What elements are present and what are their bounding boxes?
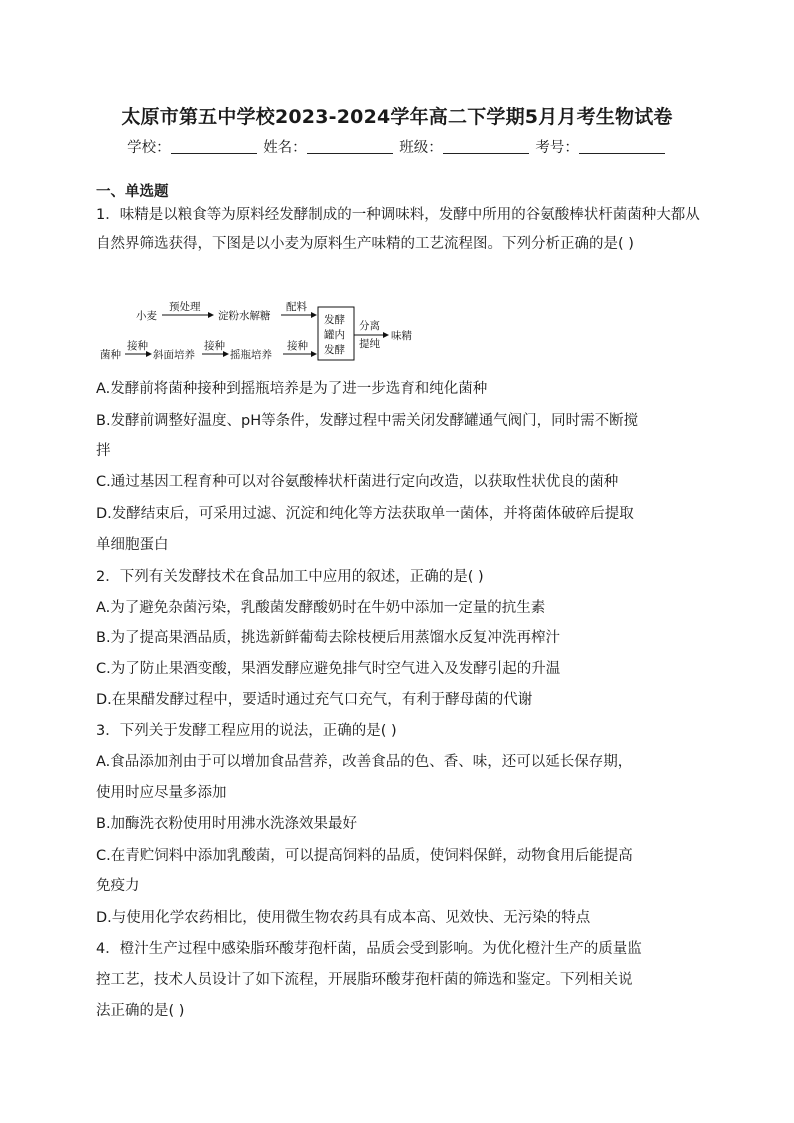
q1-option-b-line1: B.发酵前调整好温度、pH等条件，发酵过程中需关闭发酵罐通气阀门，同时需不断搅 <box>96 413 639 429</box>
flow-inoculate-1: 接种 <box>127 340 148 352</box>
question-2-stem: 2．下列有关发酵技术在食品加工中应用的叙述，正确的是( ) <box>96 569 484 585</box>
number-blank[interactable] <box>579 139 665 154</box>
q3-option-b: B.加酶洗衣粉使用时用沸水洗涤效果最好 <box>96 816 358 832</box>
q3-option-c-line1: C.在青贮饲料中添加乳酸菌，可以提高饲料的品质，使饲料保鲜，动物食用后能提高 <box>96 848 633 864</box>
flow-slant: 斜面培养 <box>153 349 195 361</box>
class-label: 班级： <box>399 140 443 156</box>
q2-option-b: B.为了提高果酒品质，挑选新鲜葡萄去除枝梗后用蒸馏水反复冲洗再榨汁 <box>96 630 561 646</box>
q1-option-d-line2: 单细胞蛋白 <box>96 537 169 553</box>
flow-tank-2: 罐内 <box>324 329 345 341</box>
q3-option-d: D.与使用化学农药相比，使用微生物农药具有成本高、见效快、无污染的特点 <box>96 910 591 926</box>
flow-inoculate-3: 接种 <box>287 340 308 352</box>
flow-tank-3: 发酵 <box>324 344 345 356</box>
name-label: 姓名： <box>263 140 307 156</box>
q3-option-c-line2: 免疫力 <box>96 878 140 894</box>
question-4-stem-line1: 4．橙汁生产过程中感染脂环酸芽孢杆菌，品质会受到影响。为优化橙汁生产的质量监 <box>96 941 642 957</box>
flow-mix: 配料 <box>286 301 307 313</box>
flow-wheat: 小麦 <box>136 310 157 322</box>
flow-starch: 淀粉水解糖 <box>218 310 271 322</box>
flow-strain: 菌种 <box>100 349 121 361</box>
q1-option-a: A.发酵前将菌种接种到摇瓶培养是为了进一步选育和纯化菌种 <box>96 381 488 397</box>
q2-option-d: D.在果醋发酵过程中，要适时通过充气口充气，有利于酵母菌的代谢 <box>96 692 533 708</box>
flow-tank-1: 发酵 <box>324 314 345 326</box>
exam-title: 太原市第五中学校2023-2024学年高二下学期5月月考生物试卷 <box>121 106 673 128</box>
flow-shake: 摇瓶培养 <box>230 349 272 361</box>
flow-msg: 味精 <box>391 330 412 342</box>
number-label: 考号： <box>535 140 579 156</box>
question-4-stem-line3: 法正确的是( ) <box>96 1003 185 1019</box>
section-heading: 一、单选题 <box>96 184 169 200</box>
flow-pretreat: 预处理 <box>169 301 201 313</box>
q3-option-a-line1: A.食品添加剂由于可以增加食品营养，改善食品的色、香、味，还可以延长保存期， <box>96 754 633 770</box>
flow-inoculate-2: 接种 <box>204 340 225 352</box>
q2-option-c: C.为了防止果酒变酸，果酒发酵应避免排气时空气进入及发酵引起的升温 <box>96 661 561 677</box>
class-blank[interactable] <box>443 139 529 154</box>
q2-option-a: A.为了避免杂菌污染，乳酸菌发酵酸奶时在牛奶中添加一定量的抗生素 <box>96 600 546 616</box>
q1-option-d-line1: D.发酵结束后，可采用过滤、沉淀和纯化等方法获取单一菌体，并将菌体破碎后提取 <box>96 506 634 522</box>
question-3-stem: 3．下列关于发酵工程应用的说法，正确的是( ) <box>96 723 397 739</box>
question-4-stem-line2: 控工艺，技术人员设计了如下流程，开展脂环酸芽孢杆菌的筛选和鉴定。下列相关说 <box>96 972 633 988</box>
name-blank[interactable] <box>307 139 393 154</box>
student-info-line <box>0 136 794 157</box>
q1-option-b-line2: 拌 <box>96 443 111 459</box>
process-flow-diagram <box>96 294 426 366</box>
flow-purify: 提纯 <box>359 338 380 350</box>
flow-separate: 分离 <box>359 320 380 332</box>
q3-option-a-line2: 使用时应尽量多添加 <box>96 785 227 801</box>
q1-option-c: C.通过基因工程育种可以对谷氨酸棒状杆菌进行定向改造，以获取性状优良的菌种 <box>96 474 619 490</box>
question-1-stem: 1．味精是以粮食等为原料经发酵制成的一种调味料，发酵中所用的谷氨酸棒状杆菌菌种大都从自然界筛选获得，下图是以小麦为原料生产味精的工艺流程图。下列分析正确的是( ) <box>96 207 700 252</box>
school-blank[interactable] <box>171 139 257 154</box>
school-label: 学校： <box>127 140 171 156</box>
